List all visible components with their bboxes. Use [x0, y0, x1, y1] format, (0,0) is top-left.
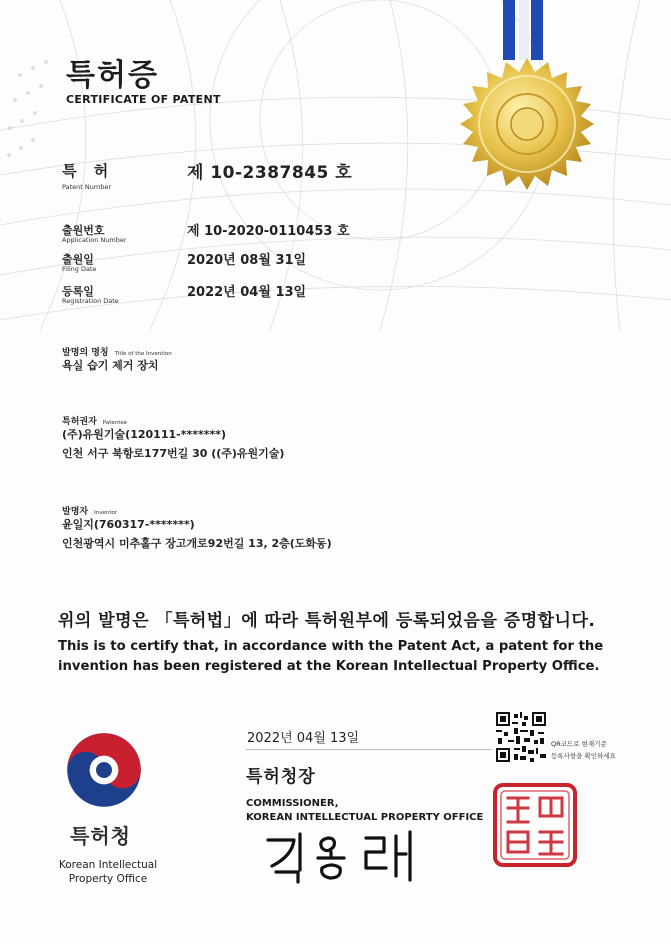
qr-caption	[551, 738, 661, 762]
issue-date-divider	[246, 749, 492, 750]
registration-date-label-en: Registration Date	[62, 297, 119, 305]
qr-code-icon	[496, 712, 546, 762]
inventor-address: 인천광역시 미추홀구 장고개로92번길 13, 2층(도화동)	[62, 537, 332, 550]
commissioner-title-en	[246, 797, 516, 825]
qr-caption-line2: 등록사항을 확인하세요	[551, 752, 616, 760]
office-name-en-line2: Property Office	[68, 873, 148, 885]
page-title: 특허증	[66, 58, 159, 93]
patent-number-value: 제 10-2387845 호	[187, 163, 353, 183]
office-name-en-line1: Korean Intellectual	[58, 859, 158, 871]
inventor-label-ko: 발명자	[62, 507, 89, 517]
certification-statement-ko: 위의 발명은 「특허법」에 따라 특허원부에 등록되었음을 증명합니다.	[58, 611, 596, 631]
filing-date-label: 출원일	[62, 253, 94, 266]
registration-date-value: 2022년 04월 13일	[187, 285, 307, 300]
filing-date-label-en: Filing Date	[62, 265, 97, 273]
qr-caption-line1: QR코드로 현재기준	[551, 740, 607, 748]
application-number-label-en: Application Number	[62, 236, 127, 244]
patentee-address: 인천 서구 북항로177번길 30 ((주)유원기술)	[62, 447, 285, 460]
commissioner-line1: COMMISSIONER,	[246, 798, 339, 809]
certification-statement-en: This is to certify that, in accordance with the Patent Act, a patent for the invention has been registered at the Korean Intellectual Property Office.	[58, 639, 604, 674]
office-name-en	[45, 858, 171, 886]
patentee-name: (주)유원기술(120111-*******)	[62, 428, 226, 441]
commissioner-title-ko: 특허청장	[246, 767, 316, 787]
official-seal-icon	[492, 782, 578, 868]
invention-label-en: Title of the Invention	[114, 351, 172, 357]
patent-number-label-en: Patent Number	[62, 183, 112, 191]
issue-date: 2022년 04월 13일	[247, 731, 360, 746]
page-subtitle: CERTIFICATE OF PATENT	[66, 93, 221, 106]
application-number-value: 제 10-2020-0110453 호	[187, 224, 350, 239]
inventor-label-en: Inventor	[94, 510, 118, 516]
signature	[262, 826, 432, 886]
filing-date-value: 2020년 08월 31일	[187, 253, 307, 268]
patentee-label-ko: 특허권자	[62, 417, 97, 427]
application-number-label: 출원번호	[62, 224, 105, 237]
patent-number-label: 특 허	[62, 162, 115, 180]
inventor-name: 윤일지(760317-*******)	[62, 518, 195, 531]
taegeuk-icon	[64, 730, 144, 810]
patentee-label-en: Patentee	[102, 420, 128, 426]
office-name-ko: 특허청	[70, 824, 131, 848]
registration-date-label: 등록일	[62, 285, 94, 298]
invention-label-ko: 발명의 명칭	[62, 348, 109, 358]
commissioner-line2: KOREAN INTELLECTUAL PROPERTY OFFICE	[246, 812, 484, 823]
gold-seal-icon	[452, 48, 602, 218]
invention-title: 욕실 습기 제거 장치	[62, 359, 159, 372]
